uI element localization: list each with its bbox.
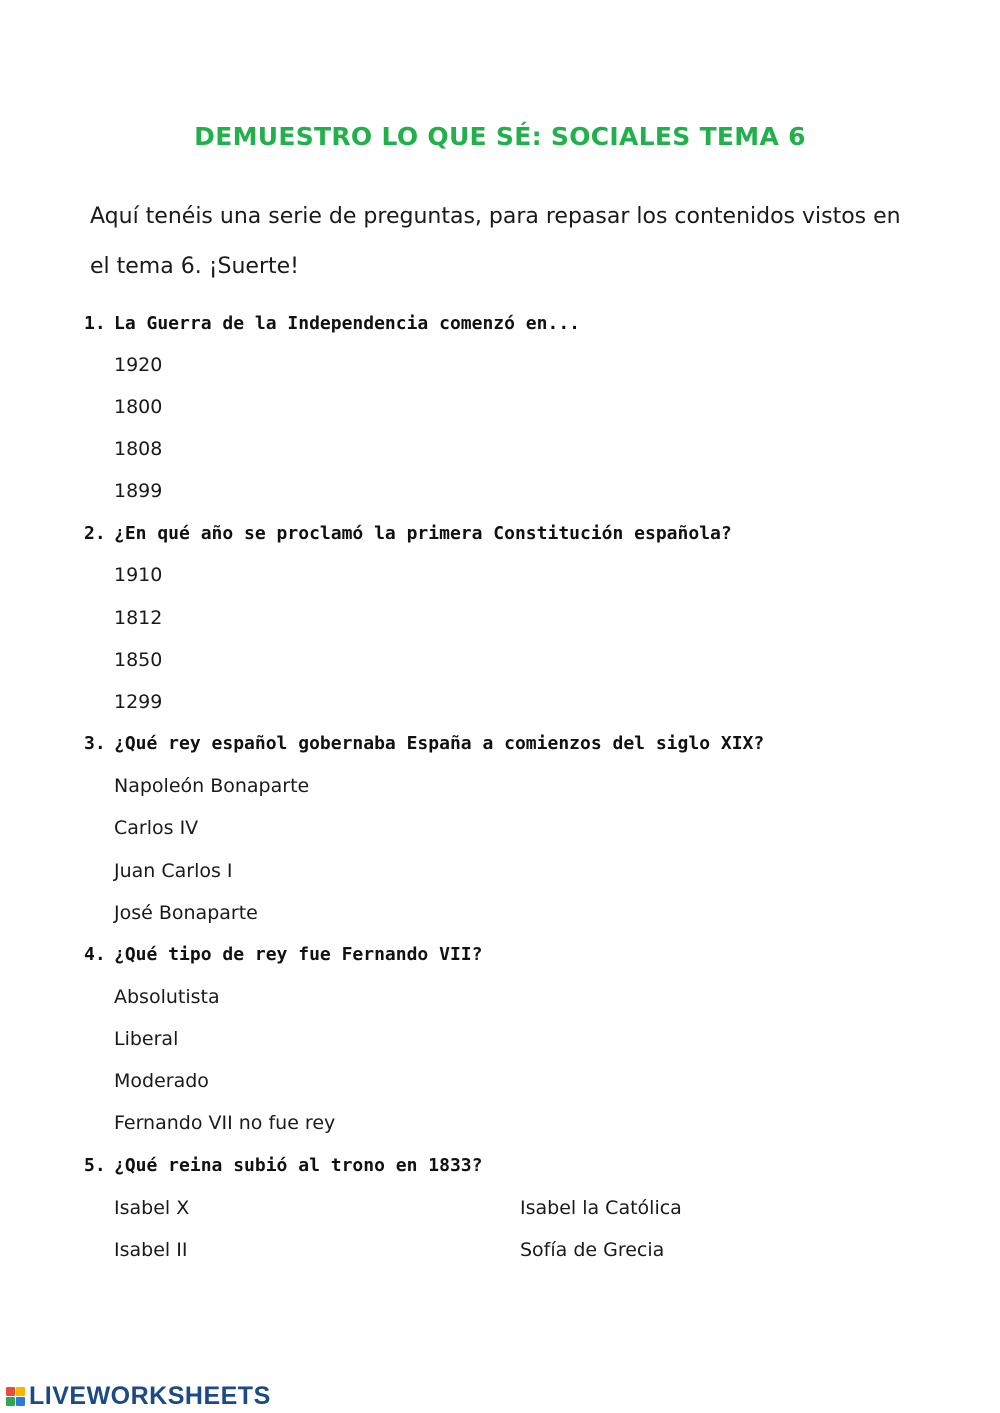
- question-1: [84, 313, 580, 334]
- question-3: [84, 733, 764, 754]
- q2-option-3[interactable]: 1850: [114, 649, 163, 671]
- q1-option-3[interactable]: 1808: [114, 438, 163, 460]
- question-2: [84, 523, 732, 544]
- intro-line-1: Aquí tenéis una serie de preguntas, para repasar los contenidos vistos en: [90, 204, 901, 229]
- q5-option-3[interactable]: Isabel II: [114, 1239, 188, 1261]
- q1-option-1[interactable]: 1920: [114, 354, 163, 376]
- q4-option-2[interactable]: Liberal: [114, 1028, 179, 1050]
- question-number: 1.: [84, 313, 106, 334]
- q2-option-1[interactable]: 1910: [114, 564, 163, 586]
- question-number: 4.: [84, 944, 106, 965]
- q3-option-4[interactable]: José Bonaparte: [114, 902, 258, 924]
- q3-option-3[interactable]: Juan Carlos I: [114, 860, 233, 882]
- q5-option-2[interactable]: Isabel la Católica: [520, 1197, 682, 1219]
- question-text: La Guerra de la Independencia comenzó en...: [114, 313, 580, 334]
- question-5: [84, 1155, 482, 1176]
- q2-option-4[interactable]: 1299: [114, 691, 163, 713]
- question-text: ¿En qué año se proclamó la primera Constitución española?: [114, 523, 732, 544]
- intro-line-2: el tema 6. ¡Suerte!: [90, 254, 299, 279]
- question-text: ¿Qué tipo de rey fue Fernando VII?: [114, 944, 483, 965]
- question-number: 2.: [84, 523, 106, 544]
- logo-mark-icon: [6, 1387, 25, 1406]
- question-number: 5.: [84, 1155, 106, 1176]
- q1-option-2[interactable]: 1800: [114, 396, 163, 418]
- question-number: 3.: [84, 733, 106, 754]
- q4-option-3[interactable]: Moderado: [114, 1070, 209, 1092]
- q1-option-4[interactable]: 1899: [114, 480, 163, 502]
- logo-mark-square-3: [6, 1397, 15, 1406]
- q5-option-1[interactable]: Isabel X: [114, 1197, 190, 1219]
- q5-option-4[interactable]: Sofía de Grecia: [520, 1239, 665, 1261]
- question-4: [84, 944, 482, 965]
- logo-mark-square-2: [16, 1387, 25, 1396]
- q2-option-2[interactable]: 1812: [114, 607, 163, 629]
- page-title: DEMUESTRO LO QUE SÉ: SOCIALES TEMA 6: [194, 122, 806, 151]
- logo-mark-square-4: [16, 1397, 25, 1406]
- question-text: ¿Qué rey español gobernaba España a comienzos del siglo XIX?: [114, 733, 765, 754]
- logo-text: LIVEWORKSHEETS: [29, 1381, 271, 1410]
- q3-option-2[interactable]: Carlos IV: [114, 817, 199, 839]
- logo-mark-square-1: [6, 1387, 15, 1396]
- liveworksheets-logo: [6, 1380, 271, 1412]
- q4-option-1[interactable]: Absolutista: [114, 986, 220, 1008]
- question-text: ¿Qué reina subió al trono en 1833?: [114, 1155, 483, 1176]
- intro-text: [90, 192, 910, 292]
- q4-option-4[interactable]: Fernando VII no fue rey: [114, 1112, 336, 1134]
- q3-option-1[interactable]: Napoleón Bonaparte: [114, 775, 310, 797]
